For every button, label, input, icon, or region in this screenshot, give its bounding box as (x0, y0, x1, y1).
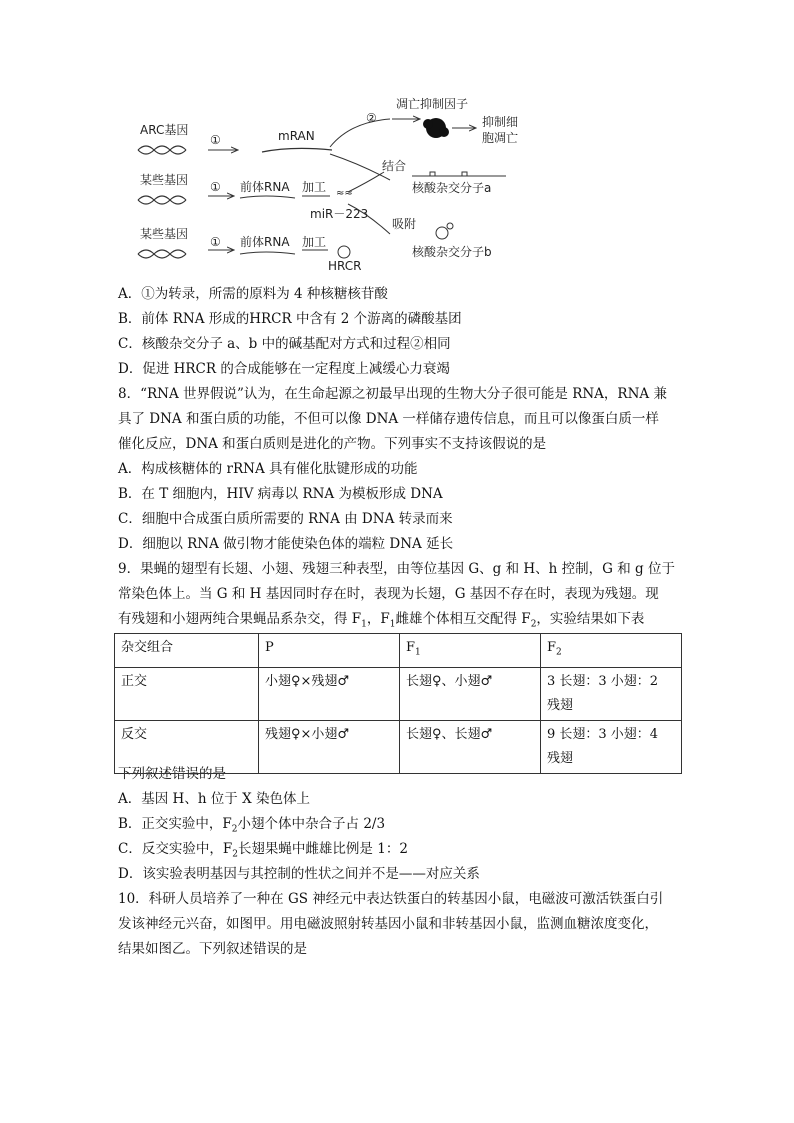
table-row (115, 720, 682, 773)
q8-option-d: D．细胞以 RNA 做引物才能使染色体的端粒 DNA 延长 (118, 536, 454, 552)
table-cell: 反交 (115, 720, 259, 773)
gene-some-2-label: 某些基因 (140, 227, 189, 241)
step-2-label: ② (366, 111, 377, 125)
q10-stem-3: 结果如图乙。下列叙述错误的是 (118, 941, 307, 957)
q9-stem-2: 常染色体上。当 G 和 H 基因同时存在时，表现为长翅，G 基因不存在时，表现为残翅。现 (118, 586, 659, 602)
diagram-svg (130, 92, 530, 274)
q9-stem-3: 有残翅和小翅两纯合果蝇品系杂交，得 $F_1$，$F_1$雌雄个体相互交配得 $F_2$，实验结果如下表 (118, 611, 645, 630)
q9-option-b: B．正交实验中，$F_2$小翅个体中杂合子占 2/3 (118, 816, 386, 835)
q8-option-b: B．在 T 细胞内，HIV 病毒以 RNA 为模板形成 DNA (118, 486, 443, 502)
hybrid-b-ring (436, 227, 448, 239)
process-1-label: 加工 (302, 180, 327, 194)
process-2-label: 加工 (302, 235, 327, 249)
inhibit-label-2: 胞凋亡 (482, 131, 519, 145)
mrna-strand (262, 148, 332, 152)
dna-helix-3 (138, 250, 186, 258)
q9-question: 下列叙述错误的是 (118, 766, 226, 782)
q8-option-a: A．构成核糖体的 rRNA 具有催化肽键形成的功能 (118, 461, 418, 477)
pre-rna-2-label: 前体RNA (240, 235, 290, 249)
gene-arc-label: ARC基因 (140, 123, 189, 137)
table-cell: 残翅♀×小翅♂ (259, 720, 400, 773)
q8-stem-2: 具了 DNA 和蛋白质的功能，不但可以像 DNA 一样储存遗传信息，而且可以像蛋白质一样 (118, 411, 659, 427)
table-cell: 长翅♀、长翅♂ (400, 720, 541, 773)
dna-helix-2 (138, 196, 186, 204)
step-1c-label: ① (210, 235, 221, 249)
q8-option-c: C．细胞中合成蛋白质所需要的 RNA 由 DNA 转录而来 (118, 511, 453, 527)
table-header-row (115, 634, 682, 668)
mir-small-rnas: ≈≈ (336, 188, 353, 199)
q8-stem-1: 8．“RNA 世界假说”认为，在生命起源之初最早出现的生物大分子很可能是 RNA，RNA 兼 (118, 386, 667, 402)
step-1-label: ① (210, 133, 221, 147)
inhibit-label-1: 抑制细 (482, 115, 519, 129)
hybrid-a-label: 核酸杂交分子a (412, 181, 492, 195)
gene-some-1-label: 某些基因 (140, 173, 189, 187)
step-1b-label: ① (210, 180, 221, 194)
q8-stem-3: 催化反应，DNA 和蛋白质则是进化的产物。下列事实不支持该假说的是 (118, 436, 547, 452)
q9-option-d: D．该实验表明基因与其控制的性状之间并不是——对应关系 (118, 866, 480, 882)
q7-option-c: C．核酸杂交分子 a、b 中的碱基配对方式和过程②相同 (118, 336, 451, 352)
hrcr-circle (338, 246, 350, 258)
mrna-label: mRAN (278, 129, 315, 143)
mir-label: miR－223 (310, 207, 369, 221)
table-cell: 9 长翅：3 小翅：4 残翅 (541, 720, 682, 773)
table-cell: 正交 (115, 667, 259, 720)
hrcr-label: HRCR (328, 259, 362, 273)
gene-regulation-diagram (130, 92, 530, 274)
q10-stem-2: 发该神经元兴奋，如图甲。用电磁波照射转基因小鼠和非转基因小鼠，监测血糖浓度变化， (118, 916, 658, 932)
hybrid-b-label: 核酸杂交分子b (412, 245, 492, 259)
dna-helix-1 (138, 146, 186, 154)
table-header-cell: $F_2$ (541, 634, 682, 668)
apoptosis-factor-label: 凋亡抑制因子 (396, 97, 469, 111)
table-cell: 3 长翅：3 小翅：2 残翅 (541, 667, 682, 720)
q7-option-d: D．促进 HRCR 的合成能够在一定程度上减缓心力衰竭 (118, 361, 450, 377)
table-cell: 小翅♀×残翅♂ (259, 667, 400, 720)
pre-rna-1-label: 前体RNA (240, 180, 290, 194)
q7-option-a: A．①为转录，所需的原料为 4 种核糖核苷酸 (118, 286, 388, 302)
table-header-cell: $F_1$ (400, 634, 541, 668)
table-row (115, 667, 682, 720)
table-header-cell: 杂交组合 (115, 634, 259, 668)
table-cell: 长翅♀、小翅♂ (400, 667, 541, 720)
adsorb-label: 吸附 (392, 217, 417, 231)
table-header-cell: P (259, 634, 400, 668)
cross-result-table (114, 633, 682, 774)
q7-option-b: B．前体 RNA 形成的HRCR 中含有 2 个游离的磷酸基团 (118, 311, 462, 327)
q9-option-a: A．基因 H、h 位于 X 染色体上 (118, 791, 310, 807)
bind-label: 结合 (382, 159, 407, 173)
q10-stem-1: 10．科研人员培养了一种在 GS 神经元中表达铁蛋白的转基因小鼠，电磁波可激活铁蛋白引 (118, 891, 664, 907)
q9-stem-1: 9．果蝇的翅型有长翅、小翅、残翅三种表型，由等位基因 G、g 和 H、h 控制，G 和 g 位于 (118, 561, 675, 577)
branch-down (330, 154, 390, 180)
branch-up (330, 119, 390, 147)
q9-option-c: C．反交实验中，$F_2$长翅果蝇中雌雄比例是 1：2 (118, 841, 408, 860)
